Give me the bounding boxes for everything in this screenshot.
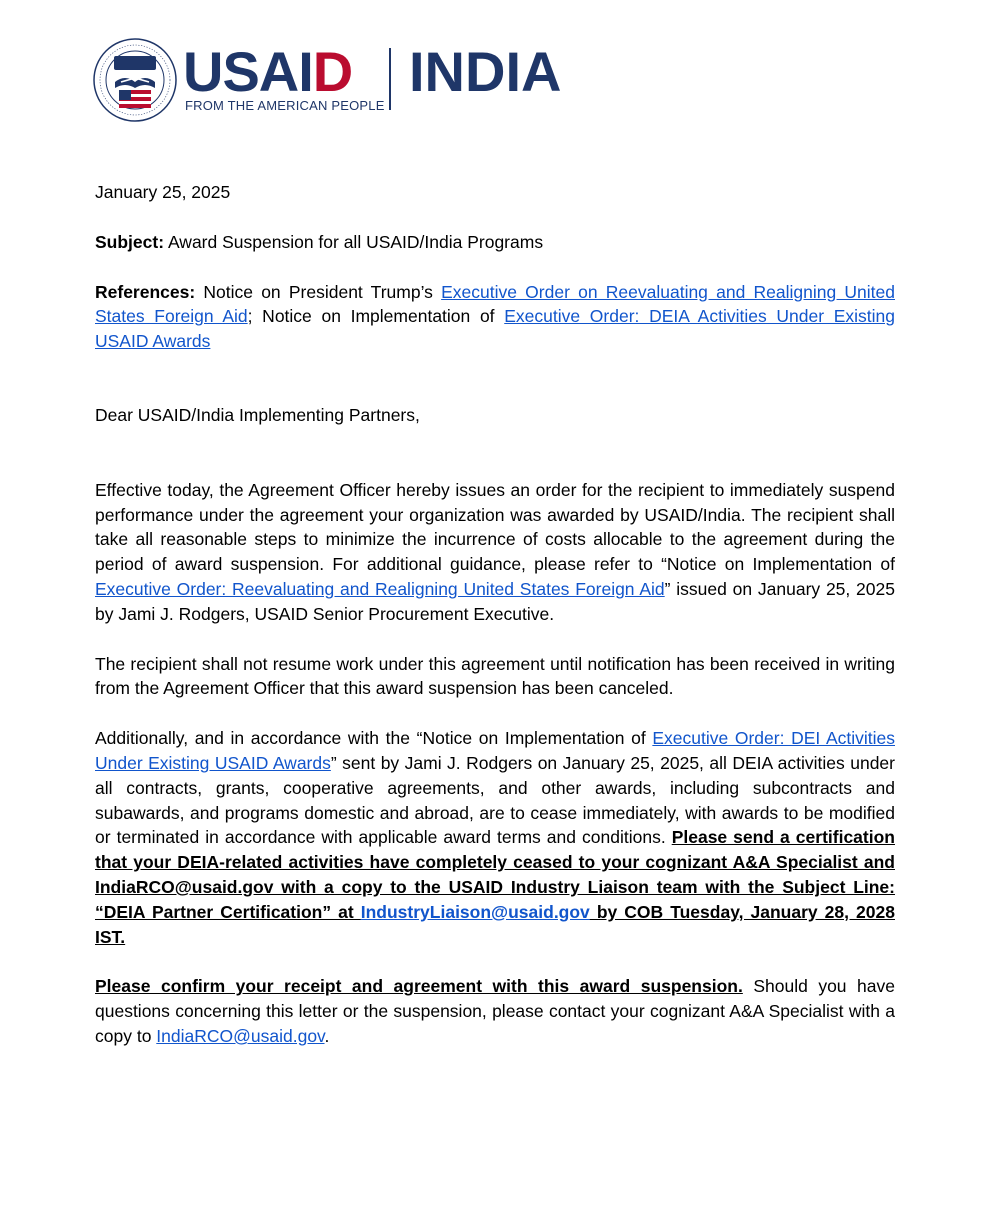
subject-label: Subject: <box>95 231 165 252</box>
industry-liaison-email-link[interactable]: IndustryLiaison@usaid.gov <box>360 901 590 922</box>
brand-name-accent: D <box>312 40 353 103</box>
references-pre: Notice on President Trump’s <box>195 281 442 302</box>
para3-link-eo-dei[interactable]: Executive Order: DEI Activities Under Existing USAID Awards <box>95 728 895 773</box>
paragraph-deia <box>95 726 895 949</box>
subject-text: Award Suspension for all USAID/India Programs <box>164 231 544 252</box>
confirm-instruction: Please confirm your receipt and agreement with this award suspension. <box>95 976 743 997</box>
letterhead <box>93 38 613 124</box>
certification-deadline: by COB Tuesday, January 28, 2028 IST. <box>95 901 895 947</box>
para1-text: Effective today, the Agreement Officer hereby issues an order for the recipient to immediately suspend performance under the agreement your organization was awarded by USAID/India. The recipient shall take all reasonable steps to minimize the incurrence of costs allocable to the agreement during the period of award suspension. For additional guidance, please refer to “Notice on Implementation of <box>95 479 895 575</box>
references-link-eo-deia[interactable]: Executive Order: DEIA Activities Under Existing USAID Awards <box>95 306 896 352</box>
paragraph-resume: The recipient shall not resume work under this agreement until notification has been received in writing from the Agreement Officer that this award suspension has been canceled. <box>95 653 895 699</box>
certification-text: Please send a certification that your DEIA-related activities have completely ceased to your cognizant A&A Specialist and IndiaRCO@usaid.gov with a copy to the USAID Industry Liaison team with the Subject Line: “DEIA Partner Certification” at <box>95 827 895 922</box>
salutation: Dear USAID/India Implementing Partners, <box>95 404 420 425</box>
brand-name <box>183 42 352 102</box>
references-mid: ; Notice on Implementation of <box>247 306 505 327</box>
subject-line <box>95 230 895 255</box>
references <box>95 280 895 354</box>
paragraph-suspension <box>95 478 895 627</box>
para1-text-post: ” issued on January 25, 2025 by Jami J. Rodgers, USAID Senior Procurement Executive. <box>95 578 895 624</box>
india-rco-email-link[interactable]: IndiaRCO@usaid.gov <box>156 1025 325 1046</box>
brand-tagline: FROM THE AMERICAN PEOPLE <box>185 98 385 113</box>
para1-link-eo[interactable]: Executive Order: Reevaluating and Realigning United States Foreign Aid <box>95 578 665 599</box>
para4-text: Should you have questions concerning this letter or the suspension, please contact your cognizant A&A Specialist with a copy to <box>95 976 895 1046</box>
brand-name-main: USAI <box>183 40 313 103</box>
para3-text-mid: ” sent by Jami J. Rodgers on January 25, 2025, all DEIA activities under all contracts, grants, cooperative agreements, and other awards, including subcontracts and subawards, and programs domestic and abroad, are to cease immediately, with awards to be modified or terminated in accordance with applicable award terms and conditions. <box>95 752 895 848</box>
letter-date: January 25, 2025 <box>95 182 231 202</box>
paragraph-confirm <box>95 974 895 1048</box>
brand-country: INDIA <box>409 40 562 103</box>
para4-text-post: . <box>324 1025 330 1046</box>
letter-body <box>95 180 895 1049</box>
para3-text: Additionally, and in accordance with the “Notice on Implementation of <box>95 728 653 749</box>
usaid-seal-icon <box>93 38 177 122</box>
references-label: References: <box>95 281 196 302</box>
brand-divider <box>389 48 391 110</box>
references-link-eo-reevaluating[interactable]: Executive Order on Reevaluating and Realigning United States Foreign Aid <box>95 281 895 327</box>
